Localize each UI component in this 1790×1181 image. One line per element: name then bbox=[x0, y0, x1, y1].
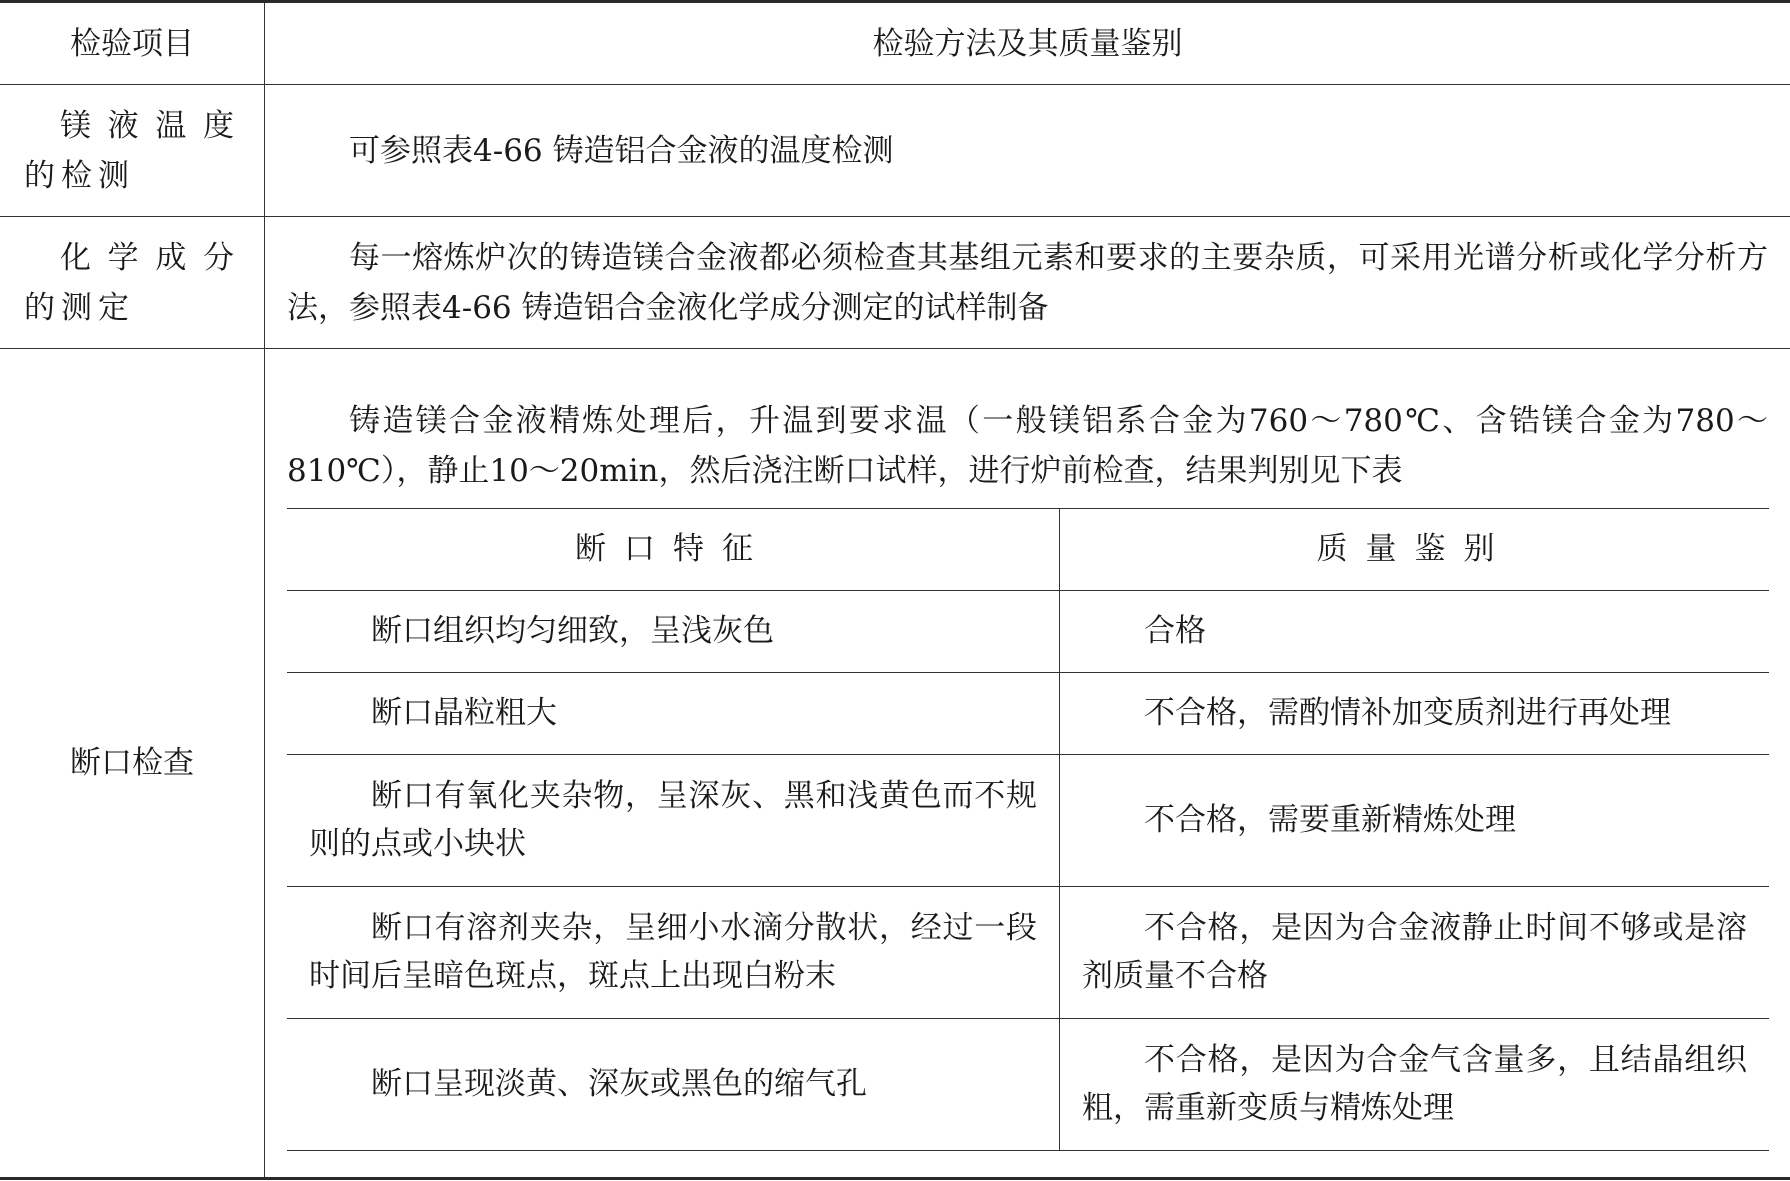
table-row bbox=[287, 1018, 1769, 1150]
header-inspection-method: 检验方法及其质量鉴别 bbox=[265, 2, 1790, 85]
table-row bbox=[0, 217, 1790, 349]
quality-judgement: 不合格，是因为合金气含量多，且结晶组织粗，需重新变质与精炼处理 bbox=[1082, 1042, 1747, 1126]
quality-judgement: 不合格，需要重新精炼处理 bbox=[1144, 802, 1516, 838]
table-row bbox=[287, 886, 1769, 1018]
table-row bbox=[287, 590, 1769, 672]
table-row bbox=[287, 754, 1769, 886]
fracture-feature: 断口呈现淡黄、深灰或黑色的缩气孔 bbox=[371, 1066, 867, 1102]
row-method-text: 铸造镁合金液精炼处理后，升温到要求温（一般镁铝系合金为760～780℃、含锆镁合金为780～810℃），静止10～20min，然后浇注断口试样，进行炉前检查，结果判别见下表 bbox=[287, 402, 1768, 489]
table-header-row bbox=[0, 2, 1790, 85]
header-inspection-item: 检验项目 bbox=[0, 2, 265, 85]
table-row bbox=[0, 349, 1790, 1179]
fracture-feature: 断口组织均匀细致，呈浅灰色 bbox=[371, 613, 774, 649]
fracture-feature: 断口有氧化夹杂物，呈深灰、黑和浅黄色而不规则的点或小块状 bbox=[309, 778, 1037, 862]
fracture-table bbox=[287, 508, 1769, 1151]
quality-judgement: 不合格，需酌情补加变质剂进行再处理 bbox=[1144, 695, 1671, 731]
header-quality-judgement: 质量鉴别 bbox=[1060, 508, 1770, 590]
row-method-text: 可参照表4-66 铸造铝合金液的温度检测 bbox=[349, 132, 894, 169]
fracture-feature: 断口晶粒粗大 bbox=[371, 695, 557, 731]
header-fracture-feature: 断口特征 bbox=[287, 508, 1060, 590]
row-item-label: 镁液温度的检测 bbox=[24, 107, 240, 194]
row-item-label: 化学成分的测定 bbox=[24, 239, 240, 326]
fracture-feature: 断口有溶剂夹杂，呈细小水滴分散状，经过一段时间后呈暗色斑点，斑点上出现白粉末 bbox=[309, 910, 1037, 994]
row-method-text: 每一熔炼炉次的铸造镁合金液都必须检查其基组元素和要求的主要杂质，可采用光谱分析或化学分析方法，参照表4-66 铸造铝合金液化学成分测定的试样制备 bbox=[287, 239, 1768, 326]
table-row bbox=[0, 85, 1790, 217]
table-row bbox=[287, 672, 1769, 754]
row-item-label: 断口检查 bbox=[70, 745, 194, 781]
quality-judgement: 不合格，是因为合金液静止时间不够或是溶剂质量不合格 bbox=[1082, 910, 1747, 994]
fracture-table-header bbox=[287, 508, 1769, 590]
quality-judgement: 合格 bbox=[1144, 613, 1206, 649]
